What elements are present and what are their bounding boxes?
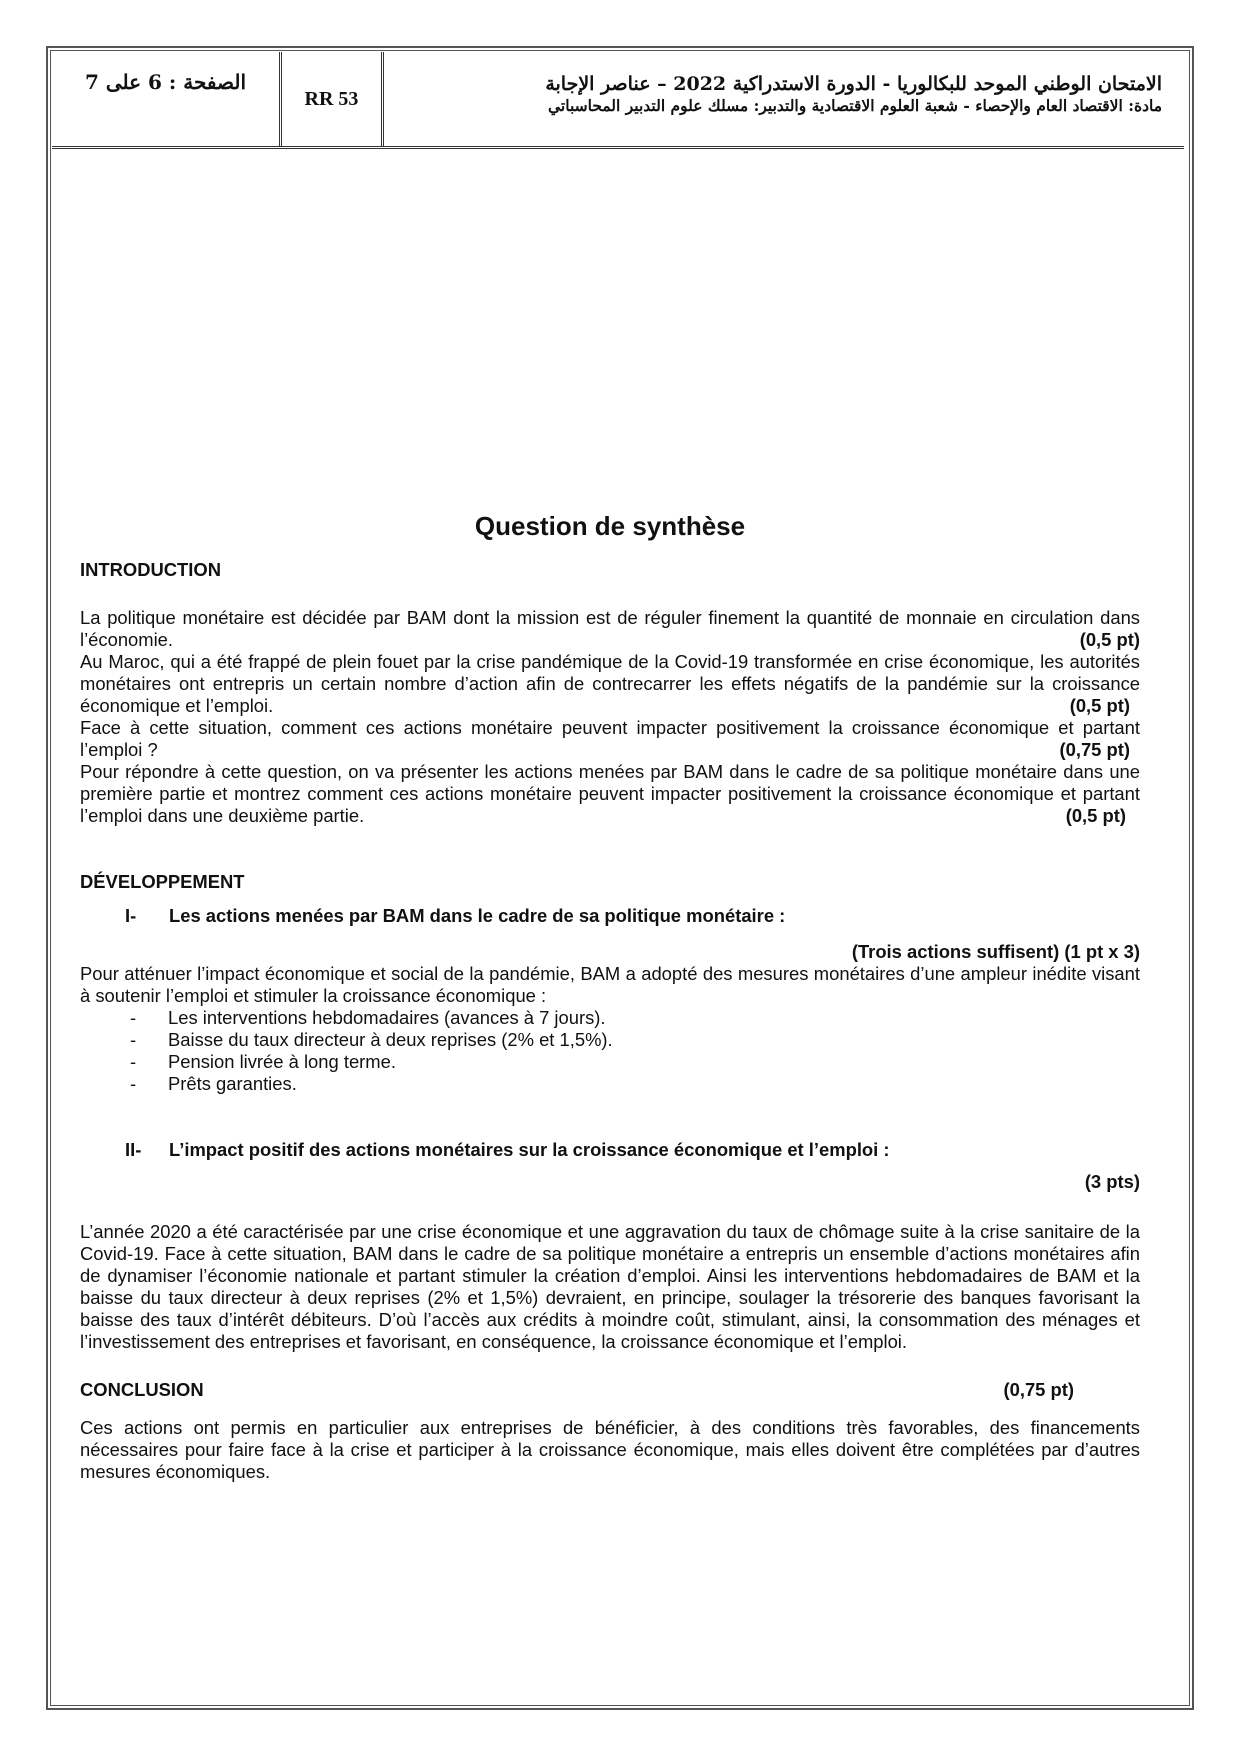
list-item-text: Prêts garanties. [168,1073,297,1094]
exam-title-line1: الامتحان الوطني الموحد للبكالوريا - الدورة الاستدراكية 2022 – عناصر الإجابة [545,73,1162,95]
introduction-heading: INTRODUCTION [80,559,221,580]
part1-number: I- [125,905,137,926]
conclusion-heading-row [80,1379,1140,1401]
intro-paragraph-3 [80,717,1140,761]
exam-title [384,52,1184,146]
document-body [80,510,1140,1483]
list-item [130,1073,1140,1095]
list-dash: - [130,1051,137,1072]
development-heading: DÉVELOPPEMENT [80,871,245,892]
list-item-text: Pension livrée à long terme. [168,1051,396,1072]
exam-subject-line: مادة: الاقتصاد العام والإحصاء - شعبة العلوم الاقتصادية والتدبير: مسلك علوم التدبير المحاسباتي [548,96,1162,115]
part1-text: Pour atténuer l’impact économique et social de la pandémie, BAM a adopté des mesures monétaires d’une ampleur inédite visant à soutenir l’emploi et stimuler la croissance économique : [80,963,1140,1006]
part1-title: Les actions menées par BAM dans le cadre de sa politique monétaire : [169,905,786,926]
part1-points: (Trois actions suffisent) (1 pt x 3) [851,941,1140,962]
exam-header [52,52,1184,149]
intro-points-3: (0,75 pt) [1059,739,1130,760]
conclusion-text: Ces actions ont permis en particulier aux entreprises de bénéficier, à des conditions très favorables, des financements nécessaires pour faire face à la crise et participer à la croissance économique, mais elles doivent être complétées par d’autres mesures économiques. [80,1417,1140,1482]
intro-text-4: Pour répondre à cette question, on va présenter les actions menées par BAM dans le cadre de sa politique monétaire dans une première partie et montrez comment ces actions monétaire peuvent impacter positivement la croissance économique et partant l’emploi dans une deuxième partie. [80,761,1140,826]
page-number: الصفحة : 6 على 7 [52,52,282,146]
intro-points-4: (0,5 pt) [1065,805,1126,826]
intro-points-2: (0,5 pt) [1069,695,1130,716]
list-dash: - [130,1073,137,1094]
part2-text: L’année 2020 a été caractérisée par une crise économique et une aggravation du taux de chômage suite à la crise sanitaire de la Covid-19. Face à cette situation, BAM dans le cadre de sa politique monétaire a entrepris un ensemble d’actions monétaires afin de dynamiser l’économie nationale et partant stimuler la création d’emploi. Ainsi les interventions hebdomadaires de BAM et la baisse du taux directeur à deux reprises (2% et 1,5%) devraient, en principe, soulager la trésorerie des banques favorisant la baisse des taux d’intérêt débiteurs. D’où l’accès aux crédits à moindre coût, stimulant, ainsi, la consommation des ménages et l’investissement des entreprises et favorisant, en conséquence, la croissance économique et l’emploi. [80,1221,1140,1352]
part2-number: II- [125,1139,142,1160]
part2-title: L’impact positif des actions monétaires sur la croissance économique et l’emploi : [169,1139,890,1160]
intro-paragraph-2 [80,651,1140,717]
actions-list [80,1007,1140,1095]
part2-heading [80,1139,1140,1161]
list-dash: - [130,1029,137,1050]
intro-paragraph-4 [80,761,1140,827]
list-dash: - [130,1007,137,1028]
list-item-text: Les interventions hebdomadaires (avances à 7 jours). [168,1007,606,1028]
page-title: Question de synthèse [474,511,746,541]
conclusion-points: (0,75 pt) [1003,1379,1074,1400]
list-item [130,1029,1140,1051]
exam-code: RR 53 [282,52,384,146]
intro-paragraph-1 [80,607,1140,651]
intro-text-1: La politique monétaire est décidée par BAM dont la mission est de réguler finement la quantité de monnaie en circulation dans l’économie. [80,607,1140,650]
list-item-text: Baisse du taux directeur à deux reprises (2% et 1,5%). [168,1029,613,1050]
list-item [130,1051,1140,1073]
part1-heading [80,905,1140,927]
part2-points: (3 pts) [1084,1171,1140,1192]
intro-points-1: (0,5 pt) [1079,629,1140,650]
list-item [130,1007,1140,1029]
intro-text-2: Au Maroc, qui a été frappé de plein fouet par la crise pandémique de la Covid-19 transformée en crise économique, les autorités monétaires ont entrepris un certain nombre d’action afin de contrecarrer les effets négatifs de la pandémie sur la croissance économique et l’emploi. [80,651,1140,716]
conclusion-heading: CONCLUSION [80,1379,204,1400]
intro-text-3: Face à cette situation, comment ces actions monétaire peuvent impacter positivement la croissance économique et partant l’emploi ? [80,717,1140,760]
